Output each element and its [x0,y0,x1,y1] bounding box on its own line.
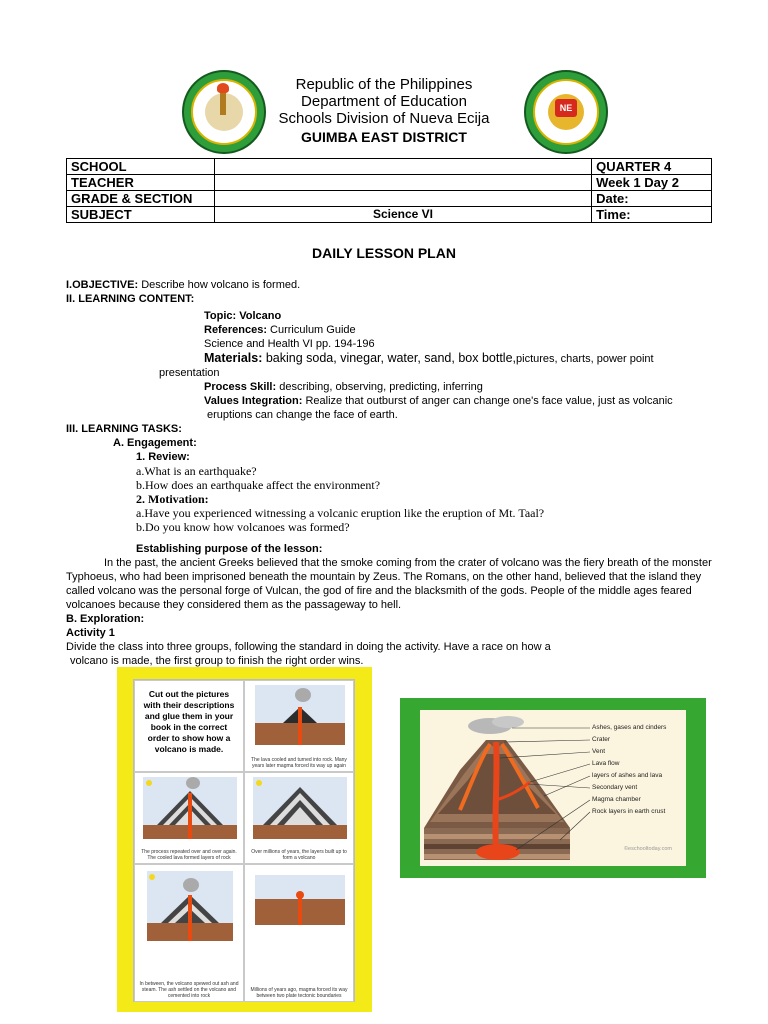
table-row [67,159,712,175]
activity-text-1: Divide the class into three groups, following the standard in doing the activity. Have a race on how a [66,641,551,653]
learning-tasks-heading: III. LEARNING TASKS: [66,423,182,435]
exploration-heading: B. Exploration: [66,613,145,625]
header-republic: Republic of the Philippines [295,76,473,93]
motivation-heading: 2. Motivation: [136,492,209,506]
objective-label: I.OBJECTIVE: [66,279,139,291]
diagram-label: Secondary vent [592,784,638,791]
magma-rising-icon [245,865,355,945]
worksheet-cell-2 [134,772,244,864]
table-cell-value: Science VI [214,207,591,223]
review-question-a: a.What is an earthquake? [136,464,257,478]
header-district: GUIMBA EAST DISTRICT [301,129,467,145]
table-cell-right: Date: [592,191,712,207]
worksheet-caption: The process repeated over and over again. The cooled lava formed layers of rock [141,849,237,861]
table-cell-value [214,191,591,207]
table-cell-label: SUBJECT [67,207,215,223]
purpose-paragraph [66,556,716,612]
references-text: Curriculum Guide [270,324,356,336]
worksheet-caption: Millions of years ago, magma forced its way between two plate tectonic boundaries [250,987,348,999]
table-row [67,175,712,191]
review-heading: 1. Review: [136,451,190,463]
worksheet-sheet [133,679,355,1002]
volcano-diagram-image [400,698,706,878]
header-department: Department of Education [301,93,467,110]
diagram-inner [420,710,686,866]
objective-text: Describe how volcano is formed. [141,279,301,291]
materials-line [66,351,716,366]
values-line [66,394,716,408]
worksheet-cell-4 [134,864,244,1002]
table-cell-label: TEACHER [67,175,215,191]
table-cell-value [214,175,591,191]
worksheet-cell-1 [244,680,354,772]
process-label: Process Skill: [204,381,277,393]
engagement-heading: A. Engagement: [113,437,197,449]
materials-text: baking soda, vinegar, water, sand, box bottle, [265,351,517,365]
seal-badge: NE [555,99,577,117]
diagram-watermark: ©eschooltoday.com [624,846,672,852]
references-line [66,323,716,337]
lesson-info-table [66,158,712,223]
motivation-question-a: a.Have you experienced witnessing a volcanic eruption like the eruption of Mt. Taal? [136,506,545,520]
objective-line [66,278,716,292]
diagram-label: Magma chamber [592,796,641,803]
lesson-content [66,278,716,668]
materials-label: Materials: [204,351,263,365]
worksheet-instructions: Cut out the pictures with their descriptions and glue them in your book in the correct order to show how a volcano is made. [134,680,244,772]
learning-content-heading: II. LEARNING CONTENT: [66,293,195,305]
table-cell-label: GRADE & SECTION [67,191,215,207]
table-cell-value [214,159,591,175]
diagram-label: Crater [592,736,611,743]
lava-cooled-icon [245,681,355,747]
table-cell-right: Time: [592,207,712,223]
document-header [0,76,768,145]
values-text: Realize that outburst of anger can change one's face value, just as volcanic [305,395,673,407]
diagram-label: Lava flow [592,760,620,767]
purpose-text: In the past, the ancient Greeks believed that the smoke coming from the crater of volcano was the fiery breath of the monster Typhoeus, who had been imprisoned beneath the mountain by Zeus. The Romans, on the other hand, believed that the island they called volcano was the personal forge of Vulcan, the god of fire and the blacksmith of the gods. People of the middle ages feared volcanoes because they considered them as the passageway to hell. [66,557,712,611]
diagram-label: layers of ashes and lava [592,772,663,779]
process-line [66,380,716,394]
volcano-worksheet-image [117,667,372,1012]
materials-extra: pictures, charts, power point [516,353,654,365]
table-cell-right: Week 1 Day 2 [592,175,712,191]
volcano-cross-section-icon [420,710,686,866]
table-cell-right: QUARTER 4 [592,159,712,175]
diagram-label: Rock layers in earth crust [592,808,666,815]
values-cont-line: eruptions can change the face of earth. [207,409,398,421]
topic-line: Topic: Volcano [204,310,282,322]
worksheet-cell-3 [244,772,354,864]
book-line: Science and Health VI pp. 194-196 [204,338,375,350]
purpose-heading: Establishing purpose of the lesson: [136,543,323,555]
values-label: Values Integration: [204,395,303,407]
review-question-b: b.How does an earthquake affect the environment? [136,478,381,492]
diagram-label: Vent [592,748,606,755]
ash-volcano-icon [135,865,245,945]
materials-cont-line: presentation [159,367,220,379]
worksheet-caption: In between, the volcano spewed out ash and steam. The ash settled on the volcano and cemented into rock [139,981,239,999]
table-row [67,191,712,207]
worksheet-cell-5 [244,864,354,1002]
worksheet-caption: The lava cooled and turned into rock. Many years later magma forced its way up again [251,757,347,769]
references-label: References: [204,324,267,336]
motivation-question-b: b.Do you know how volcanoes was formed? [136,520,350,534]
activity-heading: Activity 1 [66,627,115,639]
formed-volcano-icon [245,773,355,843]
worksheet-caption: Over millions of years, the layers built up to form a volcano [251,849,347,861]
process-text: describing, observing, predicting, inferring [279,381,483,393]
page-title: DAILY LESSON PLAN [312,245,456,261]
activity-text-2: volcano is made, the first group to finish the right order wins. [70,655,364,667]
diagram-label: Ashes, gases and cinders [592,724,667,731]
table-row [67,207,712,223]
header-division: Schools Division of Nueva Ecija [278,110,490,127]
table-cell-label: SCHOOL [67,159,215,175]
layered-volcano-icon [135,773,245,843]
